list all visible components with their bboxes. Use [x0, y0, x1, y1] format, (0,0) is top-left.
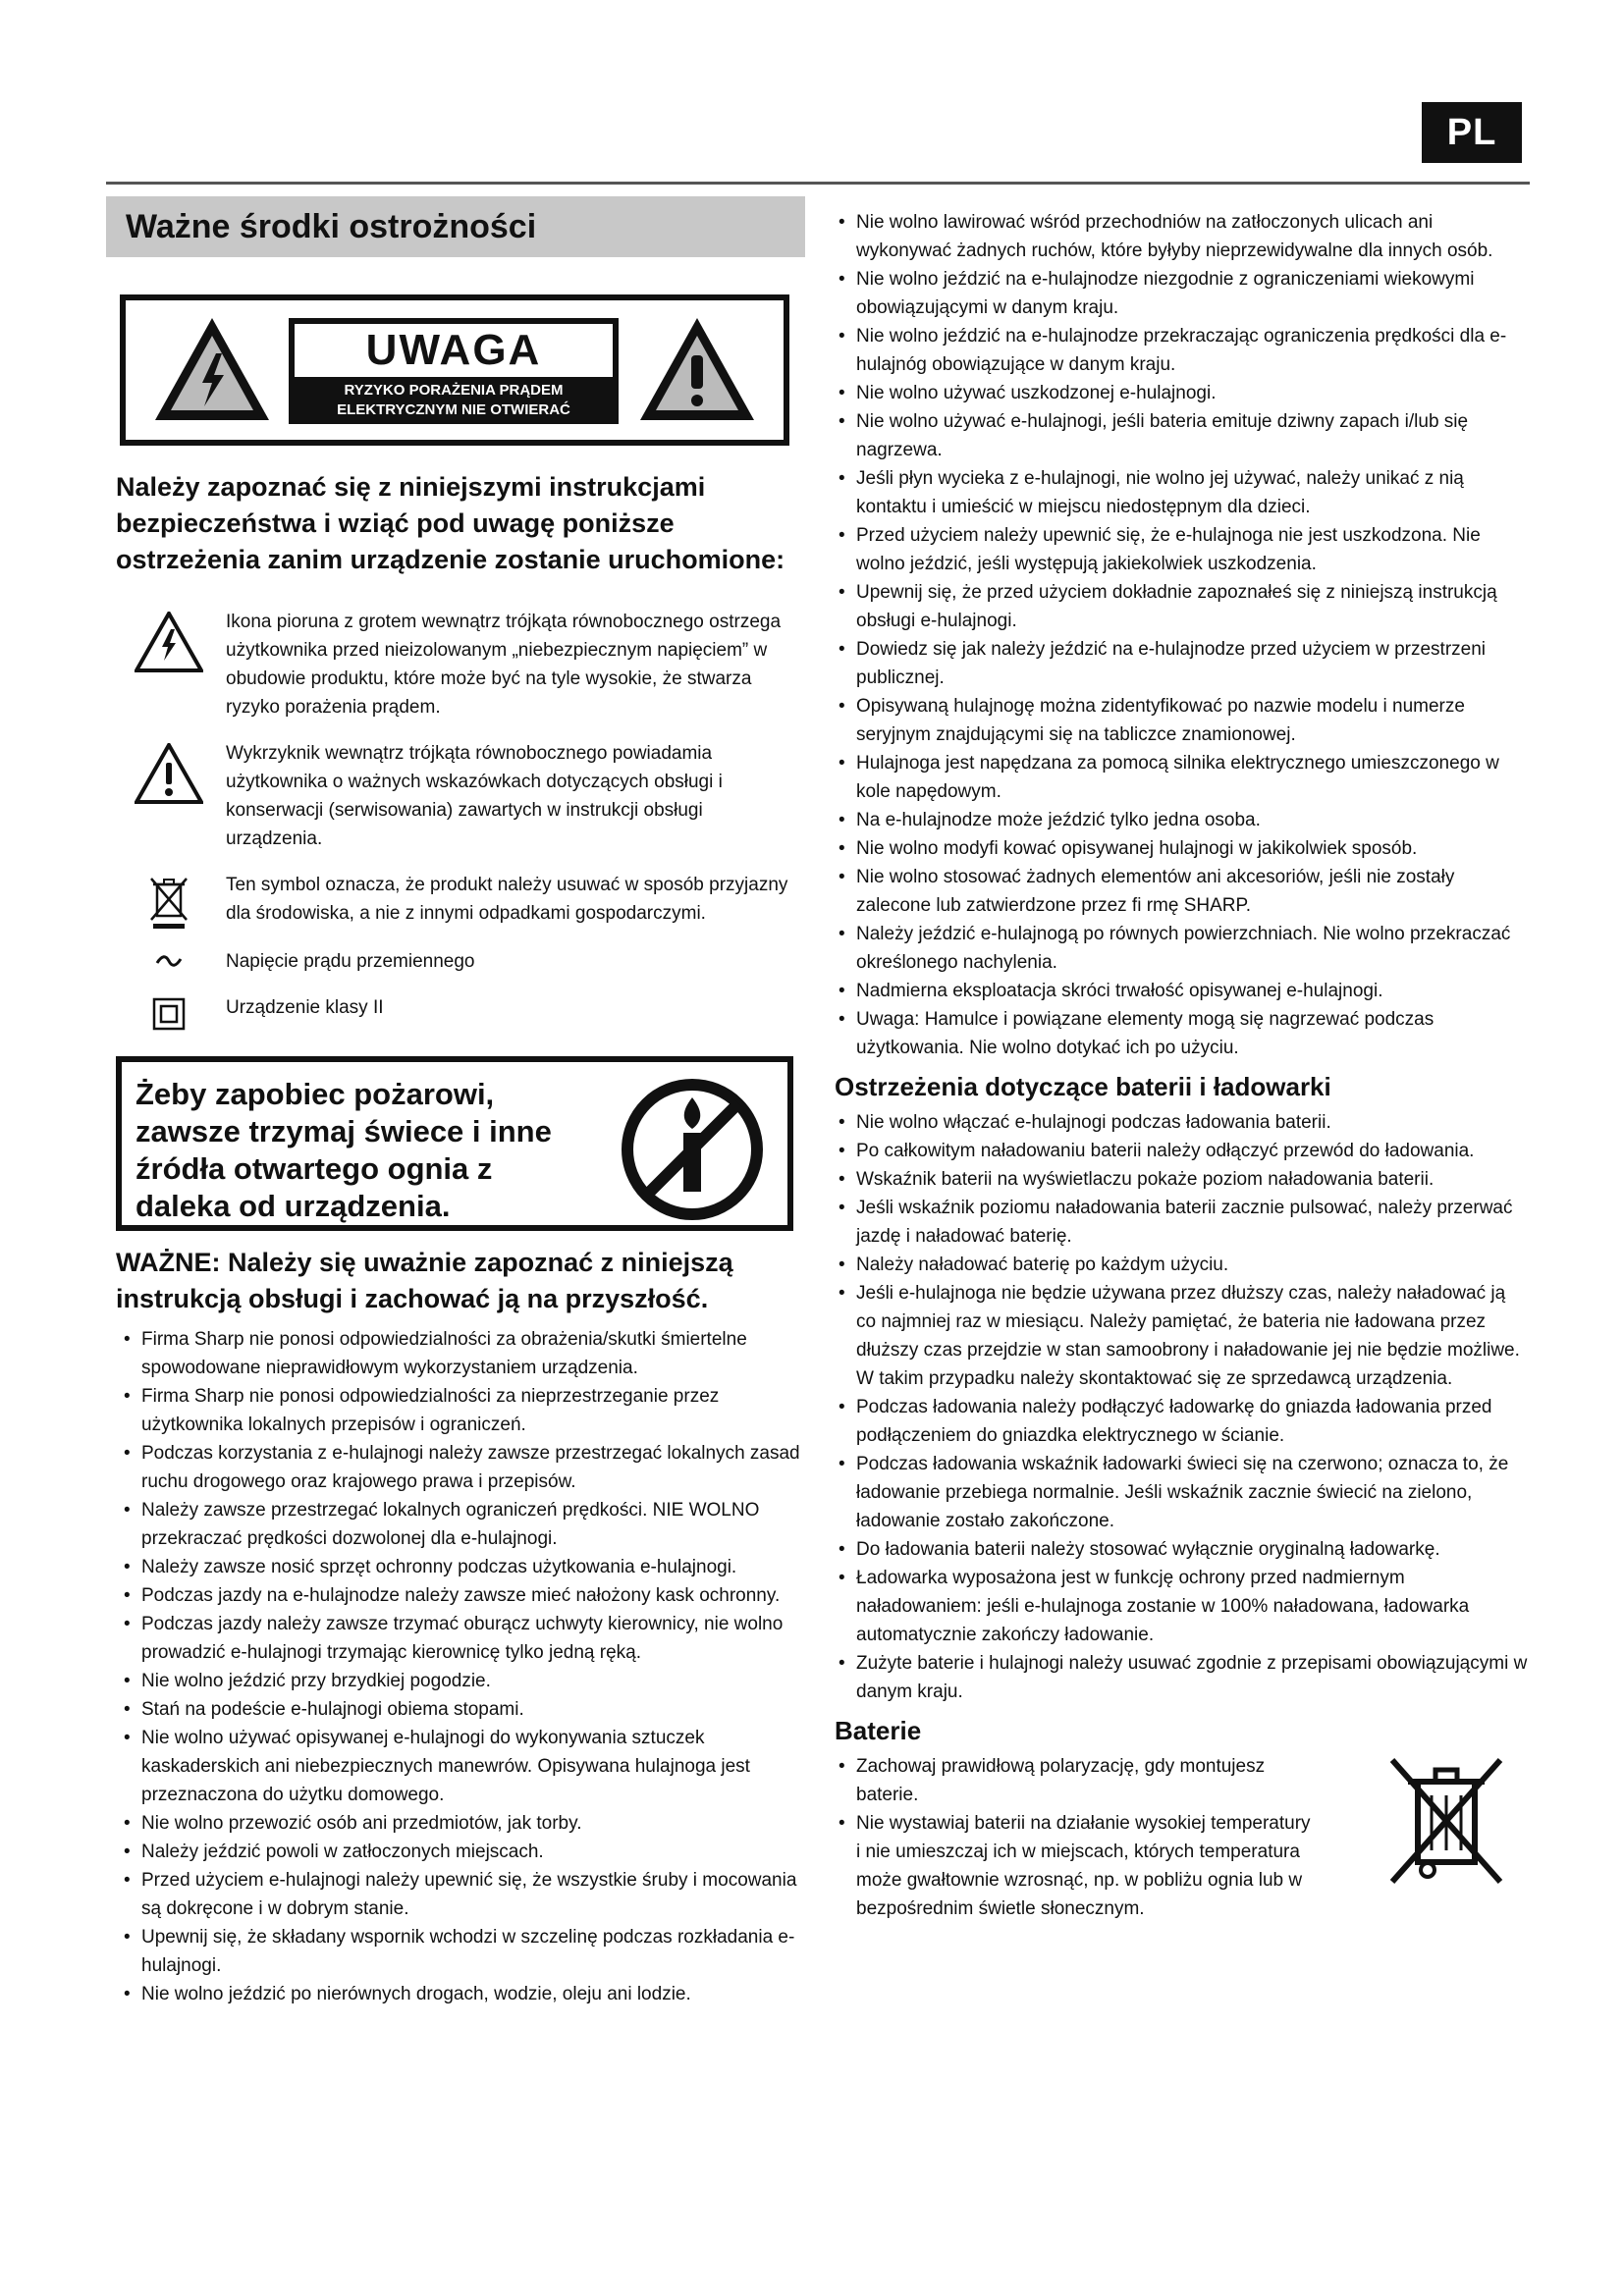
crossed-bin-icon [147, 875, 190, 930]
list-item: • Nie wolno stosować żadnych elementów ani akcesoriów, jeśli nie zostały zalecone lub zatwierdzone przez fi rmę SHARP. [829, 863, 1528, 920]
lightning-triangle-icon [151, 314, 273, 424]
list-item: • Nadmierna eksploatacja skróci trwałość opisywanej e-hulajnogi. [829, 977, 1528, 1005]
class-ii-icon [152, 997, 186, 1031]
list-item: • Należy jeździć powoli w zatłoczonych miejscach. [114, 1838, 805, 1866]
header-divider [106, 182, 1530, 185]
symbol-row-class-ii [120, 993, 805, 1031]
batteries-list [829, 1752, 1320, 1923]
list-item: • Jeśli e-hulajnoga nie będzie używana przez dłuższy czas, należy naładować ją co najmniej raz w miesiącu. Należy pamiętać, że bateria nie ładowana przez dłuższy czas przejdzie w stan samoobrony i naładowanie jej nie będzie możliwe. W takim przypadku należy skontaktować się ze sprzedawcą urządzenia. [829, 1279, 1528, 1393]
fire-warning-box [116, 1056, 793, 1231]
list-item: • Hulajnoga jest napędzana za pomocą silnika elektrycznego umieszczonego w kole napędowym. [829, 749, 1528, 806]
list-item: • Nie wolno lawirować wśród przechodniów na zatłoczonych ulicach ani wykonywać żadnych ruchów, które byłyby nieprzewidywalne dla innych osób. [829, 208, 1528, 265]
fire-warning-text: Żeby zapobiec pożarowi, zawsze trzymaj świece i inne źródła otwartego ognia z daleka od urządzenia. [135, 1077, 552, 1223]
list-item: • Jeśli wskaźnik poziomu naładowania baterii zacznie pulsować, należy przerwać jazdę i naładować baterię. [829, 1194, 1528, 1251]
list-item: • Nie wolno jeździć na e-hulajnodze przekraczając ograniczenia prędkości dla e-hulajnóg obowiązujące w danym kraju. [829, 322, 1528, 379]
list-item: • Nie wystawiaj baterii na działanie wysokiej temperatury i nie umieszczaj ich w miejscach, których temperatura może gwałtownie wzrosnąć, np. w pobliżu ognia lub w bezpośrednim świetle słonecznym. [829, 1809, 1320, 1923]
list-item: • Dowiedz się jak należy jeździć na e-hulajnodze przed użyciem w przestrzeni publicznej. [829, 635, 1528, 692]
important-heading: WAŻNE: Należy się uważnie zapoznać z niniejszą instrukcją obsługi i zachować ją na przyszłość. [116, 1248, 733, 1313]
list-item: • Należy zawsze nosić sprzęt ochronny podczas użytkowania e-hulajnogi. [114, 1553, 805, 1581]
list-item: • Wskaźnik baterii na wyświetlaczu pokaże poziom naładowania baterii. [829, 1165, 1528, 1194]
exclamation-triangle-icon [135, 743, 203, 804]
right-column [829, 208, 1528, 1923]
list-item: • Ładowarka wyposażona jest w funkcję ochrony przed nadmiernym naładowaniem: jeśli e-hulajnoga zostanie w 100% naładowana, ładowarka automatycznie zakończy ładowanie. [829, 1564, 1528, 1649]
list-item: • Upewnij się, że składany wspornik wchodzi w szczelinę podczas rozkładania e-hulajnogi. [114, 1923, 805, 1980]
battery-charger-list [829, 1108, 1528, 1706]
caution-label [120, 294, 789, 446]
symbol-legend [120, 608, 805, 1031]
list-item: • Należy naładować baterię po każdym użyciu. [829, 1251, 1528, 1279]
list-item: • Nie wolno używać opisywanej e-hulajnogi do wykonywania sztuczek kaskaderskich ani niebezpiecznych manewrów. Opisywana hulajnoga jest przeznaczona do użytku domowego. [114, 1724, 805, 1809]
list-item: • Upewnij się, że przed użyciem dokładnie zapoznałeś się z niniejszą instrukcją obsługi e-hulajnogi. [829, 578, 1528, 635]
language-badge: PL [1422, 102, 1522, 163]
list-item: • Podczas korzystania z e-hulajnogi należy zawsze przestrzegać lokalnych zasad ruchu drogowego oraz krajowego prawa i przepisów. [114, 1439, 805, 1496]
symbol-text-ac: Napięcie prądu przemiennego [226, 951, 475, 972]
batteries-section [829, 1752, 1528, 1923]
list-item: • Opisywaną hulajnogę można zidentyfikować po nazwie modelu i numerze seryjnym znajdującymi się na tabliczce znamionowej. [829, 692, 1528, 749]
intro-heading: Należy zapoznać się z niniejszymi instrukcjami bezpieczeństwa i wziąć pod uwagę poniższe ostrzeżenia zanim urządzenie zostanie uruchomione: [116, 472, 785, 574]
symbol-row-exclamation [120, 739, 805, 853]
list-item: • Nie wolno włączać e-hulajnogi podczas ładowania baterii. [829, 1108, 1528, 1137]
symbol-text-class-ii: Urządzenie klasy II [226, 997, 384, 1018]
list-item: • Do ładowania baterii należy stosować wyłącznie oryginalną ładowarkę. [829, 1535, 1528, 1564]
list-item: • Nie wolno modyfi kować opisywanej hulajnogi w jakikolwiek sposób. [829, 834, 1528, 863]
list-item: • Nie wolno używać uszkodzonej e-hulajnogi. [829, 379, 1528, 407]
symbol-text-exclamation: Wykrzyknik wewnątrz trójkąta równobocznego powiadamia użytkownika o ważnych wskazówkach dotyczących obsługi i konserwacji (serwisowania) zawartych w instrukcji obsługi urządzenia. [226, 743, 723, 849]
list-item: • Nie wolno używać e-hulajnogi, jeśli bateria emituje dziwny zapach i/lub się nagrzewa. [829, 407, 1528, 464]
list-item: • Nie wolno przewozić osób ani przedmiotów, jak torby. [114, 1809, 805, 1838]
lightning-triangle-icon [135, 612, 203, 672]
symbol-text-weee: Ten symbol oznacza, że produkt należy usuwać w sposób przyjazny dla środowiska, a nie z innymi odpadkami gospodarczymi. [226, 875, 788, 924]
batteries-heading: Baterie [835, 1716, 922, 1745]
list-item: • Po całkowitym naładowaniu baterii należy odłączyć przewód do ładowania. [829, 1137, 1528, 1165]
caution-word: UWAGA [295, 324, 613, 377]
list-item: • Nie wolno jeździć przy brzydkiej pogodzie. [114, 1667, 805, 1695]
symbol-row-weee [120, 871, 805, 930]
ac-symbol-icon [154, 951, 184, 971]
list-item: • Należy zawsze przestrzegać lokalnych ograniczeń prędkości. NIE WOLNO przekraczać prędkości dozwolonej dla e-hulajnogi. [114, 1496, 805, 1553]
list-item: • Podczas jazdy na e-hulajnodze należy zawsze mieć nałożony kask ochronny. [114, 1581, 805, 1610]
list-item: • Zużyte baterie i hulajnogi należy usuwać zgodnie z przepisami obowiązującymi w danym kraju. [829, 1649, 1528, 1706]
list-item: • Uwaga: Hamulce i powiązane elementy mogą się nagrzewać podczas użytkowania. Nie wolno dotykać ich po użyciu. [829, 1005, 1528, 1062]
caution-line-1: RYZYKO PORAŻENIA PRĄDEM [344, 382, 564, 399]
symbol-row-ac [120, 947, 805, 976]
list-item: • Zachowaj prawidłową polaryzację, gdy montujesz baterie. [829, 1752, 1320, 1809]
symbol-row-lightning [120, 608, 805, 721]
exclamation-triangle-icon [636, 314, 758, 424]
caution-text-block [289, 318, 619, 424]
right-safety-list [829, 208, 1528, 1062]
list-item: • Przed użyciem e-hulajnogi należy upewnić się, że wszystkie śruby i mocowania są dokręcone i w dobrym stanie. [114, 1866, 805, 1923]
list-item: • Nie wolno jeździć na e-hulajnodze niezgodnie z ograniczeniami wiekowymi obowiązującymi w danym kraju. [829, 265, 1528, 322]
caution-line-2: ELEKTRYCZNYM NIE OTWIERAĆ [337, 401, 570, 418]
list-item: • Firma Sharp nie ponosi odpowiedzialności za nieprzestrzeganie przez użytkownika lokalnych przepisów i ograniczeń. [114, 1382, 805, 1439]
list-item: • Nie wolno jeździć po nierównych drogach, wodzie, oleju ani lodzie. [114, 1980, 805, 2008]
list-item: • Stań na podeście e-hulajnogi obiema stopami. [114, 1695, 805, 1724]
battery-charger-heading: Ostrzeżenia dotyczące baterii i ładowarki [835, 1072, 1331, 1101]
no-open-flame-icon [619, 1076, 766, 1223]
list-item: • Na e-hulajnodze może jeździć tylko jedna osoba. [829, 806, 1528, 834]
list-item: • Podczas ładowania wskaźnik ładowarki świeci się na czerwono; oznacza to, że ładowanie przebiega normalnie. Jeśli wskaźnik zacznie świecić na zielono, ładowanie zostało zakończone. [829, 1450, 1528, 1535]
list-item: • Podczas ładowania należy podłączyć ładowarkę do gniazda ładowania przed podłączeniem do gniazdka elektrycznego w ścianie. [829, 1393, 1528, 1450]
list-item: • Należy jeździć e-hulajnogą po równych powierzchniach. Nie wolno przekraczać określonego nachylenia. [829, 920, 1528, 977]
list-item: • Podczas jazdy należy zawsze trzymać oburącz uchwyty kierownicy, nie wolno prowadzić e-hulajnogi trzymając kierownicę tylko jedną ręką. [114, 1610, 805, 1667]
left-column [106, 196, 805, 2008]
crossed-bin-icon [1384, 1752, 1508, 1899]
list-item: • Przed użyciem należy upewnić się, że e-hulajnoga nie jest uszkodzona. Nie wolno jeździć, jeśli występują jakiekolwiek uszkodzenia. [829, 521, 1528, 578]
symbol-text-lightning: Ikona pioruna z grotem wewnątrz trójkąta równobocznego ostrzega użytkownika przed nieizolowanym „niebezpiecznym napięciem” w obudowie produktu, które może być na tyle wysokie, że stwarza ryzyko porażenia prądem. [226, 612, 782, 718]
left-safety-list [114, 1325, 805, 2008]
list-item: • Firma Sharp nie ponosi odpowiedzialności za obrażenia/skutki śmiertelne spowodowane nieprawidłowym wykorzystaniem urządzenia. [114, 1325, 805, 1382]
section-title: Ważne środki ostrożności [106, 196, 805, 257]
list-item: • Jeśli płyn wycieka z e-hulajnogi, nie wolno jej używać, należy unikać z nią kontaktu i umieścić w miejscu niedostępnym dla dzieci. [829, 464, 1528, 521]
